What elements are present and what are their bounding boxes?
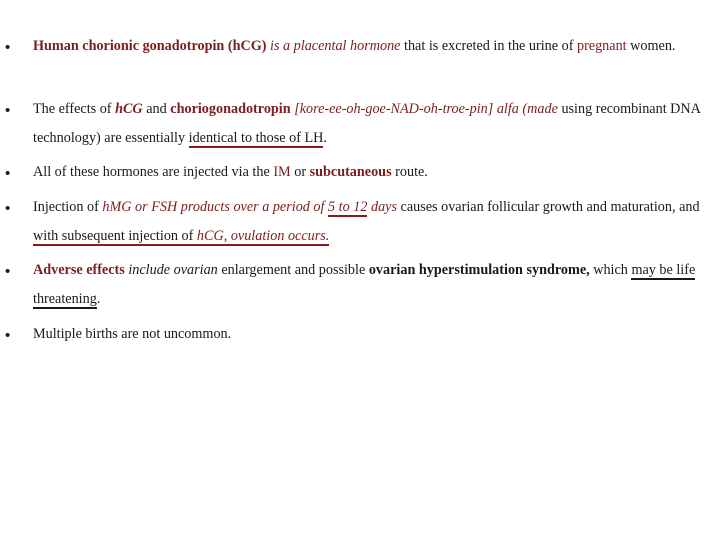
term-adverse-effects: Adverse effects — [33, 262, 125, 278]
text-fragment: include ovarian — [124, 262, 218, 278]
bullet-text-2 — [33, 95, 713, 153]
bullet-dot-icon: • — [5, 102, 11, 119]
text-fragment: hMG or FSH products over a period of — [102, 199, 329, 215]
text-fragment: All of these hormones are injected via the — [33, 164, 274, 180]
bullet-text-5 — [33, 256, 713, 314]
text-fragment: women. — [626, 38, 676, 54]
text-fragment: using recombinant DNA technology) are essentially — [33, 101, 701, 146]
bullet-text-4 — [33, 193, 713, 251]
term-choriogonadotropin: choriogonadotropin — [170, 101, 291, 117]
term-hcg: hCG — [115, 101, 143, 117]
bullet-text-3 — [33, 158, 713, 187]
text-fragment: Injection of — [33, 199, 103, 215]
text-fragment: Multiple births are not uncommon. — [33, 326, 232, 342]
underlined-phrase: 5 to 12 — [328, 199, 368, 215]
bullet-dot-icon: • — [5, 200, 11, 217]
underlined-phrase: may be life threatening — [33, 262, 696, 307]
term-ohss: ovarian hyperstimulation syndrome, — [368, 262, 590, 278]
text-fragment: or — [290, 164, 310, 180]
bullet-text-6 — [33, 320, 713, 349]
text-fragment: is a placental hormone — [266, 38, 401, 54]
bullet-text-1 — [33, 32, 713, 61]
text-fragment: route. — [391, 164, 428, 180]
underlined-phrase: hCG, ovulation occurs. — [196, 228, 330, 244]
underlined-phrase: identical to those of LH — [188, 130, 324, 146]
underlined-phrase: with subsequent injection of — [33, 228, 197, 244]
text-fragment: that is excreted in the urine of — [400, 38, 577, 54]
text-fragment: enlargement and possible — [217, 262, 369, 278]
term-im: IM — [273, 164, 291, 180]
text-fragment: which — [589, 262, 632, 278]
text-fragment: The effects of — [33, 101, 116, 117]
text-fragment: and — [142, 101, 171, 117]
bullet-dot-icon: • — [5, 263, 11, 280]
text-fragment: days — [367, 199, 397, 215]
term-hcg: Human chorionic gonadotropin (hCG) — [33, 38, 267, 54]
bullet-dot-icon: • — [5, 39, 11, 56]
text-fragment: [kore-ee-oh-goe-NAD-oh-troe-pin] alfa (made — [290, 101, 558, 117]
text-fragment: pregnant — [576, 38, 627, 54]
text-fragment: causes ovarian follicular growth and maturation, and — [397, 199, 700, 215]
text-fragment: . — [323, 130, 327, 146]
text-fragment: . — [96, 291, 101, 307]
bullet-dot-icon: • — [5, 327, 11, 344]
term-subcutaneous: subcutaneous — [309, 164, 392, 180]
bullet-dot-icon: • — [5, 165, 11, 182]
